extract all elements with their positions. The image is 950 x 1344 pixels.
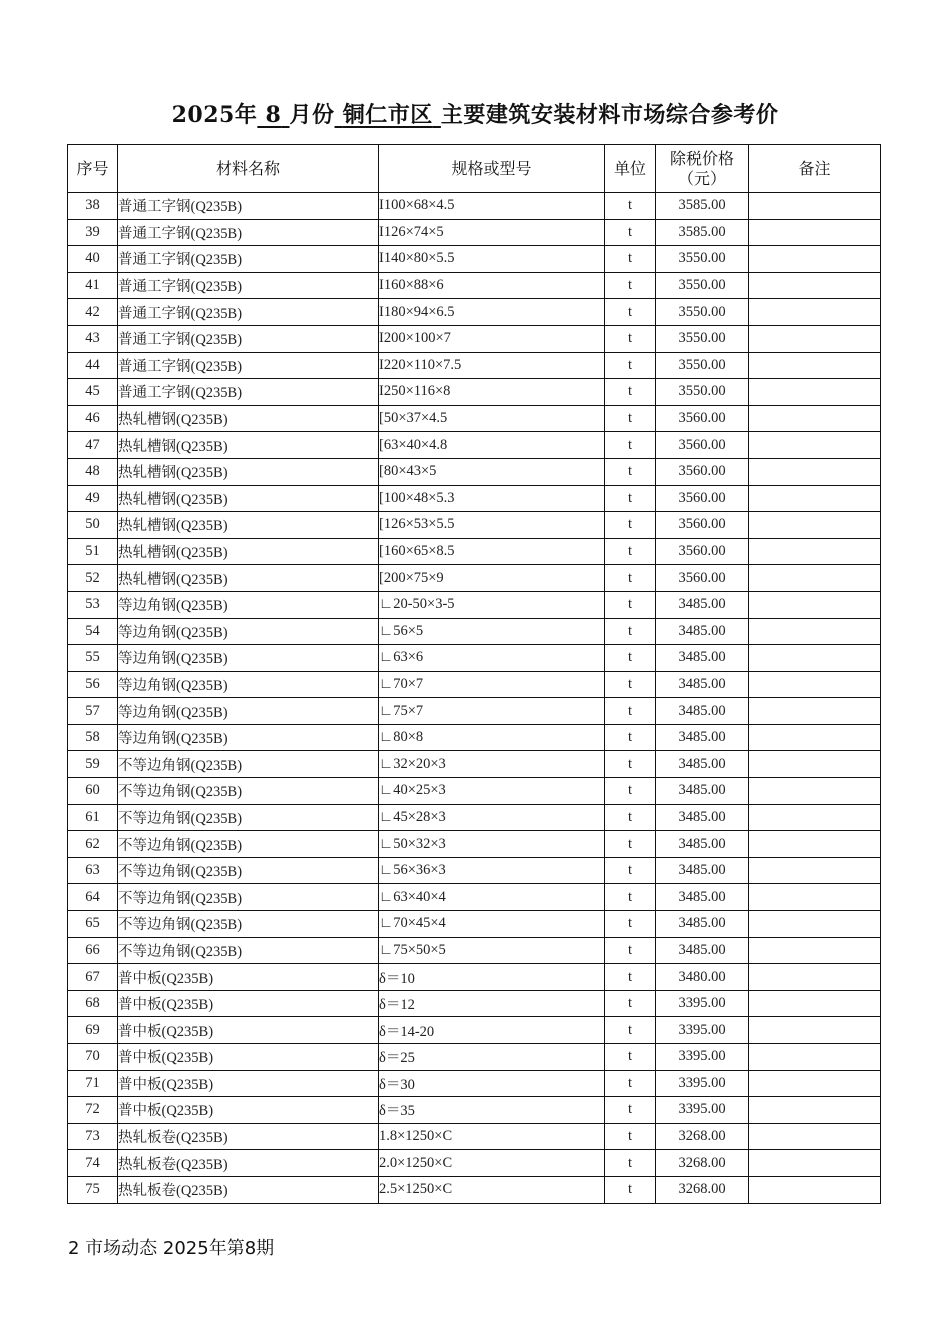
table-row — [68, 512, 881, 539]
table-row — [68, 432, 881, 459]
cell-spec: δ＝35 — [379, 1097, 605, 1124]
table-row — [68, 1044, 881, 1071]
table-row — [68, 1097, 881, 1124]
cell-unit: t — [605, 565, 656, 592]
cell-price: 3395.00 — [656, 1044, 749, 1071]
cell-unit: t — [605, 458, 656, 485]
cell-material-name: 不等边角钢(Q235B) — [118, 831, 379, 858]
cell-material-name: 热轧槽钢(Q235B) — [118, 458, 379, 485]
cell-note — [749, 512, 881, 539]
cell-material-name: 不等边角钢(Q235B) — [118, 857, 379, 884]
cell-note — [749, 1097, 881, 1124]
cell-note — [749, 990, 881, 1017]
cell-row-no: 68 — [68, 990, 118, 1017]
cell-spec: I180×94×6.5 — [379, 299, 605, 326]
cell-material-name: 普通工字钢(Q235B) — [118, 193, 379, 220]
cell-unit: t — [605, 352, 656, 379]
cell-row-no: 66 — [68, 937, 118, 964]
header-note: 备注 — [749, 145, 881, 193]
cell-price: 3585.00 — [656, 193, 749, 220]
table-row — [68, 857, 881, 884]
header-unit: 单位 — [605, 145, 656, 193]
cell-material-name: 热轧板卷(Q235B) — [118, 1150, 379, 1177]
cell-spec: I250×116×8 — [379, 379, 605, 406]
cell-row-no: 43 — [68, 325, 118, 352]
cell-row-no: 67 — [68, 964, 118, 991]
cell-spec: ∟40×25×3 — [379, 778, 605, 805]
cell-price: 3560.00 — [656, 512, 749, 539]
cell-unit: t — [605, 1097, 656, 1124]
cell-price: 3268.00 — [656, 1123, 749, 1150]
cell-price: 3550.00 — [656, 325, 749, 352]
table-row — [68, 272, 881, 299]
cell-price: 3485.00 — [656, 751, 749, 778]
cell-unit: t — [605, 405, 656, 432]
page-footer: 2 市场动态 2025年第8期 — [68, 1238, 275, 1259]
cell-row-no: 40 — [68, 246, 118, 273]
cell-note — [749, 724, 881, 751]
cell-row-no: 48 — [68, 458, 118, 485]
cell-material-name: 热轧板卷(Q235B) — [118, 1176, 379, 1203]
cell-note — [749, 432, 881, 459]
cell-unit: t — [605, 884, 656, 911]
header-price: 除税价格 （元） — [656, 145, 749, 193]
cell-unit: t — [605, 937, 656, 964]
header-no: 序号 — [68, 145, 118, 193]
cell-material-name: 等边角钢(Q235B) — [118, 698, 379, 725]
cell-note — [749, 458, 881, 485]
price-table — [67, 144, 881, 1204]
cell-note — [749, 937, 881, 964]
cell-material-name: 普通工字钢(Q235B) — [118, 325, 379, 352]
cell-spec: δ＝10 — [379, 964, 605, 991]
cell-unit: t — [605, 299, 656, 326]
table-row — [68, 352, 881, 379]
title-region: 铜仁市区 — [342, 102, 433, 128]
cell-unit: t — [605, 804, 656, 831]
cell-row-no: 75 — [68, 1176, 118, 1203]
cell-material-name: 热轧板卷(Q235B) — [118, 1123, 379, 1150]
cell-row-no: 70 — [68, 1044, 118, 1071]
table-row — [68, 458, 881, 485]
cell-material-name: 等边角钢(Q235B) — [118, 591, 379, 618]
cell-row-no: 38 — [68, 193, 118, 220]
table-row — [68, 645, 881, 672]
cell-spec: δ＝12 — [379, 990, 605, 1017]
cell-unit: t — [605, 857, 656, 884]
cell-row-no: 64 — [68, 884, 118, 911]
cell-material-name: 普通工字钢(Q235B) — [118, 379, 379, 406]
cell-price: 3395.00 — [656, 990, 749, 1017]
cell-spec: ∟50×32×3 — [379, 831, 605, 858]
cell-unit: t — [605, 911, 656, 938]
table-row — [68, 591, 881, 618]
cell-note — [749, 645, 881, 672]
cell-price: 3485.00 — [656, 831, 749, 858]
cell-note — [749, 698, 881, 725]
cell-material-name: 等边角钢(Q235B) — [118, 671, 379, 698]
cell-spec: [50×37×4.5 — [379, 405, 605, 432]
table-row — [68, 751, 881, 778]
cell-spec: I100×68×4.5 — [379, 193, 605, 220]
title-rest: 主要建筑安装材料市场综合参考价 — [440, 102, 779, 128]
cell-note — [749, 857, 881, 884]
cell-price: 3485.00 — [656, 778, 749, 805]
cell-row-no: 61 — [68, 804, 118, 831]
cell-unit: t — [605, 272, 656, 299]
table-row — [68, 193, 881, 220]
cell-spec: [126×53×5.5 — [379, 512, 605, 539]
cell-material-name: 普通工字钢(Q235B) — [118, 352, 379, 379]
cell-price: 3560.00 — [656, 458, 749, 485]
cell-price: 3560.00 — [656, 485, 749, 512]
cell-spec: ∟63×6 — [379, 645, 605, 672]
cell-material-name: 不等边角钢(Q235B) — [118, 884, 379, 911]
cell-note — [749, 1123, 881, 1150]
cell-unit: t — [605, 751, 656, 778]
cell-row-no: 57 — [68, 698, 118, 725]
cell-row-no: 56 — [68, 671, 118, 698]
cell-spec: 1.8×1250×C — [379, 1123, 605, 1150]
cell-material-name: 等边角钢(Q235B) — [118, 724, 379, 751]
cell-note — [749, 618, 881, 645]
cell-note — [749, 565, 881, 592]
cell-spec: [200×75×9 — [379, 565, 605, 592]
cell-material-name: 等边角钢(Q235B) — [118, 618, 379, 645]
cell-unit: t — [605, 724, 656, 751]
table-row — [68, 724, 881, 751]
cell-note — [749, 964, 881, 991]
cell-note — [749, 884, 881, 911]
cell-row-no: 69 — [68, 1017, 118, 1044]
table-row — [68, 804, 881, 831]
cell-spec: 2.5×1250×C — [379, 1176, 605, 1203]
cell-unit: t — [605, 1017, 656, 1044]
cell-material-name: 普通工字钢(Q235B) — [118, 299, 379, 326]
cell-note — [749, 591, 881, 618]
cell-unit: t — [605, 246, 656, 273]
cell-spec: ∟63×40×4 — [379, 884, 605, 911]
table-row — [68, 990, 881, 1017]
cell-price: 3268.00 — [656, 1150, 749, 1177]
table-row — [68, 246, 881, 273]
cell-spec: [100×48×5.3 — [379, 485, 605, 512]
cell-unit: t — [605, 1123, 656, 1150]
cell-spec: ∟45×28×3 — [379, 804, 605, 831]
cell-spec: I126×74×5 — [379, 219, 605, 246]
cell-note — [749, 671, 881, 698]
cell-price: 3550.00 — [656, 272, 749, 299]
cell-spec: ∟70×45×4 — [379, 911, 605, 938]
cell-note — [749, 778, 881, 805]
page-title — [0, 98, 950, 129]
cell-unit: t — [605, 1070, 656, 1097]
header-spec: 规格或型号 — [379, 145, 605, 193]
title-year: 2025年 — [171, 102, 258, 128]
cell-price: 3485.00 — [656, 671, 749, 698]
table-row — [68, 1150, 881, 1177]
cell-price: 3395.00 — [656, 1017, 749, 1044]
cell-unit: t — [605, 1176, 656, 1203]
cell-spec: ∟56×36×3 — [379, 857, 605, 884]
table-row — [68, 1176, 881, 1203]
table-row — [68, 325, 881, 352]
cell-price: 3550.00 — [656, 379, 749, 406]
cell-spec: ∟75×7 — [379, 698, 605, 725]
cell-price: 3485.00 — [656, 804, 749, 831]
cell-price: 3585.00 — [656, 219, 749, 246]
cell-price: 3550.00 — [656, 246, 749, 273]
cell-price: 3485.00 — [656, 618, 749, 645]
cell-row-no: 63 — [68, 857, 118, 884]
table-row — [68, 911, 881, 938]
cell-row-no: 71 — [68, 1070, 118, 1097]
cell-spec: 2.0×1250×C — [379, 1150, 605, 1177]
cell-unit: t — [605, 379, 656, 406]
cell-spec: ∟20-50×3-5 — [379, 591, 605, 618]
cell-spec: I160×88×6 — [379, 272, 605, 299]
cell-unit: t — [605, 432, 656, 459]
table-row — [68, 778, 881, 805]
table-row — [68, 671, 881, 698]
cell-row-no: 72 — [68, 1097, 118, 1124]
cell-note — [749, 325, 881, 352]
cell-row-no: 62 — [68, 831, 118, 858]
cell-unit: t — [605, 645, 656, 672]
cell-spec: δ＝30 — [379, 1070, 605, 1097]
cell-price: 3550.00 — [656, 352, 749, 379]
cell-spec: ∟32×20×3 — [379, 751, 605, 778]
cell-note — [749, 1176, 881, 1203]
title-month-suffix: 月份 — [289, 102, 335, 128]
cell-note — [749, 538, 881, 565]
cell-note — [749, 193, 881, 220]
table-row — [68, 538, 881, 565]
header-name: 材料名称 — [118, 145, 379, 193]
cell-row-no: 65 — [68, 911, 118, 938]
table-row — [68, 884, 881, 911]
cell-note — [749, 352, 881, 379]
cell-unit: t — [605, 1150, 656, 1177]
cell-unit: t — [605, 512, 656, 539]
cell-row-no: 74 — [68, 1150, 118, 1177]
cell-row-no: 46 — [68, 405, 118, 432]
cell-note — [749, 272, 881, 299]
cell-unit: t — [605, 1044, 656, 1071]
cell-row-no: 44 — [68, 352, 118, 379]
cell-material-name: 等边角钢(Q235B) — [118, 645, 379, 672]
table-row — [68, 485, 881, 512]
cell-spec: [80×43×5 — [379, 458, 605, 485]
cell-spec: I200×100×7 — [379, 325, 605, 352]
cell-material-name: 普中板(Q235B) — [118, 990, 379, 1017]
table-row — [68, 379, 881, 406]
cell-unit: t — [605, 485, 656, 512]
cell-material-name: 普通工字钢(Q235B) — [118, 219, 379, 246]
cell-row-no: 47 — [68, 432, 118, 459]
cell-unit: t — [605, 990, 656, 1017]
cell-unit: t — [605, 591, 656, 618]
cell-material-name: 不等边角钢(Q235B) — [118, 937, 379, 964]
cell-material-name: 热轧槽钢(Q235B) — [118, 512, 379, 539]
cell-price: 3268.00 — [656, 1176, 749, 1203]
cell-row-no: 58 — [68, 724, 118, 751]
cell-unit: t — [605, 964, 656, 991]
cell-material-name: 热轧槽钢(Q235B) — [118, 405, 379, 432]
cell-note — [749, 751, 881, 778]
cell-unit: t — [605, 671, 656, 698]
cell-unit: t — [605, 219, 656, 246]
cell-row-no: 54 — [68, 618, 118, 645]
cell-price: 3485.00 — [656, 884, 749, 911]
cell-row-no: 53 — [68, 591, 118, 618]
cell-note — [749, 1070, 881, 1097]
cell-note — [749, 804, 881, 831]
cell-unit: t — [605, 778, 656, 805]
cell-row-no: 73 — [68, 1123, 118, 1150]
table-row — [68, 565, 881, 592]
title-month: 8 — [265, 102, 282, 128]
cell-row-no: 39 — [68, 219, 118, 246]
cell-price: 3485.00 — [656, 645, 749, 672]
cell-material-name: 不等边角钢(Q235B) — [118, 778, 379, 805]
cell-price: 3550.00 — [656, 299, 749, 326]
cell-price: 3560.00 — [656, 565, 749, 592]
cell-spec: [63×40×4.8 — [379, 432, 605, 459]
table-row — [68, 1017, 881, 1044]
cell-note — [749, 485, 881, 512]
cell-unit: t — [605, 831, 656, 858]
cell-material-name: 普中板(Q235B) — [118, 1070, 379, 1097]
cell-spec: I220×110×7.5 — [379, 352, 605, 379]
cell-row-no: 52 — [68, 565, 118, 592]
cell-note — [749, 405, 881, 432]
cell-note — [749, 246, 881, 273]
cell-spec: I140×80×5.5 — [379, 246, 605, 273]
cell-row-no: 42 — [68, 299, 118, 326]
cell-note — [749, 1150, 881, 1177]
cell-material-name: 普中板(Q235B) — [118, 1044, 379, 1071]
cell-price: 3395.00 — [656, 1097, 749, 1124]
cell-spec: ∟80×8 — [379, 724, 605, 751]
cell-price: 3395.00 — [656, 1070, 749, 1097]
cell-material-name: 热轧槽钢(Q235B) — [118, 432, 379, 459]
cell-material-name: 不等边角钢(Q235B) — [118, 751, 379, 778]
cell-price: 3480.00 — [656, 964, 749, 991]
cell-row-no: 50 — [68, 512, 118, 539]
cell-material-name: 热轧槽钢(Q235B) — [118, 565, 379, 592]
table-header-row — [68, 145, 881, 193]
cell-row-no: 41 — [68, 272, 118, 299]
cell-price: 3485.00 — [656, 937, 749, 964]
cell-price: 3560.00 — [656, 538, 749, 565]
cell-note — [749, 299, 881, 326]
cell-spec: ∟75×50×5 — [379, 937, 605, 964]
cell-spec: [160×65×8.5 — [379, 538, 605, 565]
table-row — [68, 964, 881, 991]
cell-spec: ∟56×5 — [379, 618, 605, 645]
cell-price: 3560.00 — [656, 432, 749, 459]
cell-material-name: 普通工字钢(Q235B) — [118, 246, 379, 273]
table-row — [68, 405, 881, 432]
cell-row-no: 45 — [68, 379, 118, 406]
table-body — [68, 193, 881, 1204]
cell-unit: t — [605, 325, 656, 352]
table-row — [68, 698, 881, 725]
cell-price: 3560.00 — [656, 405, 749, 432]
cell-price: 3485.00 — [656, 591, 749, 618]
cell-material-name: 普中板(Q235B) — [118, 1017, 379, 1044]
cell-unit: t — [605, 698, 656, 725]
cell-row-no: 59 — [68, 751, 118, 778]
cell-note — [749, 1044, 881, 1071]
cell-material-name: 热轧槽钢(Q235B) — [118, 538, 379, 565]
table-row — [68, 937, 881, 964]
cell-material-name: 热轧槽钢(Q235B) — [118, 485, 379, 512]
cell-row-no: 49 — [68, 485, 118, 512]
cell-spec: δ＝14-20 — [379, 1017, 605, 1044]
cell-row-no: 55 — [68, 645, 118, 672]
cell-row-no: 60 — [68, 778, 118, 805]
cell-note — [749, 911, 881, 938]
cell-unit: t — [605, 538, 656, 565]
cell-spec: ∟70×7 — [379, 671, 605, 698]
cell-spec: δ＝25 — [379, 1044, 605, 1071]
table-row — [68, 831, 881, 858]
cell-unit: t — [605, 618, 656, 645]
cell-price: 3485.00 — [656, 698, 749, 725]
cell-material-name: 普中板(Q235B) — [118, 964, 379, 991]
cell-price: 3485.00 — [656, 724, 749, 751]
cell-note — [749, 831, 881, 858]
cell-row-no: 51 — [68, 538, 118, 565]
table-row — [68, 618, 881, 645]
table-row — [68, 1070, 881, 1097]
table-row — [68, 299, 881, 326]
cell-material-name: 普通工字钢(Q235B) — [118, 272, 379, 299]
cell-note — [749, 219, 881, 246]
table-row — [68, 219, 881, 246]
cell-note — [749, 379, 881, 406]
table-row — [68, 1123, 881, 1150]
cell-price: 3485.00 — [656, 911, 749, 938]
cell-material-name: 普中板(Q235B) — [118, 1097, 379, 1124]
cell-material-name: 不等边角钢(Q235B) — [118, 804, 379, 831]
cell-note — [749, 1017, 881, 1044]
cell-material-name: 不等边角钢(Q235B) — [118, 911, 379, 938]
cell-price: 3485.00 — [656, 857, 749, 884]
cell-unit: t — [605, 193, 656, 220]
